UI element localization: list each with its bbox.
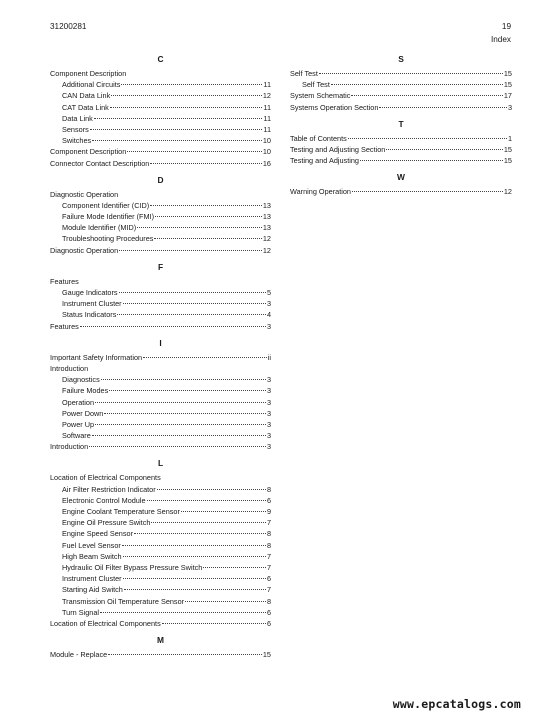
index-heading <box>50 363 271 374</box>
dot-leader <box>80 326 266 327</box>
index-entry[interactable] <box>290 133 512 144</box>
entry-page-number: 12 <box>262 91 271 101</box>
index-entry[interactable] <box>50 374 271 385</box>
section-title: Index <box>490 35 511 44</box>
entry-page-number: 9 <box>266 507 271 516</box>
section-letter: C <box>157 54 164 64</box>
index-heading <box>50 472 271 483</box>
entry-label: Component Description <box>50 69 127 78</box>
entry-label: Fuel Level Sensor <box>62 540 121 550</box>
dot-leader <box>155 216 262 217</box>
dot-leader <box>117 314 266 315</box>
entry-page-number: 15 <box>503 144 512 154</box>
index-entry[interactable] <box>290 79 512 90</box>
index-column-left <box>50 53 271 665</box>
index-entry[interactable] <box>50 551 271 562</box>
entry-page-number: 6 <box>266 607 271 617</box>
entry-label: Important Safety Information <box>50 352 143 362</box>
entry-label: Introduction <box>50 363 89 373</box>
dot-leader <box>348 138 507 139</box>
index-section-m <box>50 634 271 660</box>
index-section-c <box>50 53 271 169</box>
entry-label: Air Filter Restriction Indicator <box>62 484 156 494</box>
index-section-s <box>290 53 512 113</box>
dot-leader <box>100 612 266 613</box>
dot-leader <box>109 390 266 391</box>
entry-label: Table of Contents <box>290 133 347 143</box>
entry-page-number: 16 <box>262 158 271 168</box>
entry-page-number: 5 <box>266 288 271 297</box>
entry-label: CAT Data Link <box>62 102 109 112</box>
index-entry[interactable] <box>50 211 271 222</box>
dot-leader <box>147 500 266 501</box>
index-entry[interactable] <box>290 90 512 101</box>
dot-leader <box>379 107 507 108</box>
index-entry[interactable] <box>50 124 271 135</box>
index-entry[interactable] <box>50 506 271 517</box>
entry-label: Troubleshooting Procedures <box>62 234 154 244</box>
entry-page-number: 17 <box>503 91 512 101</box>
entry-page-number: 13 <box>262 200 271 210</box>
entry-label: Failure Mode Identifier (FMI) <box>62 212 155 222</box>
index-entry[interactable] <box>290 155 512 166</box>
entry-page-number: 11 <box>263 102 271 112</box>
entry-label: Failure Modes <box>62 386 109 396</box>
entry-label: Diagnostic Operation <box>50 245 119 255</box>
index-entry[interactable] <box>50 79 271 90</box>
entry-label: Switches <box>62 136 92 146</box>
index-entry[interactable] <box>50 102 271 113</box>
index-entry[interactable] <box>50 321 271 332</box>
entry-label: System Schematic <box>290 91 351 101</box>
dot-leader <box>386 149 503 150</box>
dot-leader <box>108 654 262 655</box>
entry-page-number: 7 <box>266 562 271 572</box>
entry-label: Component Description <box>50 147 127 157</box>
entry-label: Operation <box>62 397 95 407</box>
entry-page-number: 6 <box>266 574 271 584</box>
dot-leader <box>351 95 502 96</box>
entry-label: Data Link <box>62 113 93 123</box>
index-section-t <box>290 118 512 167</box>
entry-page-number: 1 <box>507 133 512 143</box>
dot-leader <box>122 545 266 546</box>
entry-page-number: 8 <box>266 540 271 550</box>
entry-label: Module Identifier (MID) <box>62 223 137 233</box>
entry-page-number: 8 <box>266 529 271 539</box>
dot-leader <box>92 435 266 436</box>
entry-label: Features <box>50 321 79 331</box>
dot-leader <box>111 95 262 96</box>
index-entry[interactable] <box>50 146 271 157</box>
dot-leader <box>360 160 503 161</box>
dot-leader <box>157 489 266 490</box>
index-entry[interactable] <box>50 233 271 244</box>
entry-label: Diagnostic Operation <box>50 189 119 199</box>
index-entry[interactable] <box>50 441 271 452</box>
index-entry[interactable] <box>50 222 271 233</box>
entry-label: Testing and Adjusting <box>290 156 359 166</box>
index-entry[interactable] <box>50 298 271 309</box>
index-entry[interactable] <box>290 144 512 155</box>
entry-label: Self Test <box>302 80 330 90</box>
entry-label: Component Identifier (CID) <box>62 200 150 210</box>
dot-leader <box>119 250 262 251</box>
entry-label: Gauge Indicators <box>62 288 118 297</box>
index-entry[interactable] <box>50 573 271 584</box>
entry-label: Systems Operation Section <box>290 102 379 112</box>
index-entry[interactable] <box>50 484 271 495</box>
entry-label: Introduction <box>50 442 89 452</box>
entry-label: Engine Speed Sensor <box>62 529 133 539</box>
dot-leader <box>143 357 267 358</box>
index-heading <box>50 189 271 200</box>
entry-label: Starting Aid Switch <box>62 585 123 595</box>
index-entry[interactable] <box>50 430 271 441</box>
index-column-right <box>290 53 512 203</box>
dot-leader <box>95 402 266 403</box>
entry-label: Power Down <box>62 408 104 418</box>
index-entry[interactable] <box>50 517 271 528</box>
entry-page-number: 3 <box>266 442 271 452</box>
entry-page-number: 3 <box>266 431 271 441</box>
section-letter: L <box>157 458 164 469</box>
entry-page-number: 11 <box>263 113 271 123</box>
dot-leader <box>110 107 263 108</box>
dot-leader <box>154 238 261 239</box>
entry-label: Features <box>50 276 79 286</box>
index-entry[interactable] <box>50 540 271 551</box>
entry-label: Warning Operation <box>290 187 351 197</box>
dot-leader <box>123 578 266 579</box>
section-letter: M <box>157 635 164 646</box>
entry-page-number: 12 <box>262 234 271 244</box>
entry-page-number: 6 <box>266 618 271 628</box>
entry-label: Engine Oil Pressure Switch <box>62 518 151 528</box>
index-entry[interactable] <box>50 287 271 298</box>
entry-label: Transmission Oil Temperature Sensor <box>62 596 185 606</box>
dot-leader <box>181 511 266 512</box>
dot-leader <box>121 84 262 85</box>
dot-leader <box>92 140 262 141</box>
entry-page-number: 11 <box>263 80 271 90</box>
entry-label: Connector Contact Description <box>50 158 150 168</box>
entry-page-number: 3 <box>266 386 271 396</box>
entry-label: Module - Replace <box>50 650 108 660</box>
dot-leader <box>119 292 266 293</box>
entry-page-number: 13 <box>262 223 271 233</box>
index-entry[interactable] <box>290 186 512 197</box>
index-section-d <box>50 174 271 256</box>
entry-label: Hydraulic Oil Filter Bypass Pressure Switch <box>62 562 203 572</box>
index-entry[interactable] <box>50 200 271 211</box>
entry-label: Sensors <box>62 124 89 134</box>
entry-page-number: 12 <box>262 245 271 255</box>
dot-leader <box>150 163 262 164</box>
index-heading <box>50 276 271 287</box>
dot-leader <box>90 129 263 130</box>
page-number: 19 <box>501 22 511 31</box>
dot-leader <box>203 567 266 568</box>
entry-label: Turn Signal <box>62 607 100 617</box>
index-entry[interactable] <box>50 528 271 539</box>
dot-leader <box>134 533 266 534</box>
index-section-w <box>290 171 512 197</box>
dot-leader <box>95 424 266 425</box>
index-entry[interactable] <box>50 158 271 169</box>
entry-label: CAN Data Link <box>62 91 111 101</box>
index-entry[interactable] <box>50 419 271 430</box>
entry-page-number: 7 <box>266 518 271 528</box>
index-entry[interactable] <box>50 385 271 396</box>
entry-label: Power Up <box>62 419 95 429</box>
index-entry[interactable] <box>50 618 271 629</box>
section-letter: D <box>157 174 164 185</box>
index-entry[interactable] <box>50 408 271 419</box>
section-letter: W <box>397 172 405 183</box>
dot-leader <box>89 446 266 447</box>
entry-page-number: ii <box>267 352 271 362</box>
dot-leader <box>101 379 266 380</box>
entry-label: Electronic Control Module <box>62 495 146 505</box>
section-letter: S <box>398 54 404 64</box>
index-section-f <box>50 261 271 332</box>
entry-page-number: 4 <box>266 310 271 320</box>
index-section-i <box>50 337 271 453</box>
entry-page-number: 3 <box>266 397 271 407</box>
entry-label: Software <box>62 431 91 441</box>
entry-label: Instrument Cluster <box>62 299 122 309</box>
dot-leader <box>150 205 262 206</box>
entry-page-number: 12 <box>503 187 512 197</box>
entry-page-number: 7 <box>266 585 271 595</box>
index-entry[interactable] <box>50 495 271 506</box>
entry-label: Location of Electrical Components <box>50 618 161 628</box>
entry-page-number: 6 <box>266 495 271 505</box>
index-entry[interactable] <box>290 102 512 113</box>
entry-label: Status Indicators <box>62 310 117 320</box>
entry-label: Diagnostics <box>62 375 100 385</box>
index-entry[interactable] <box>50 607 271 618</box>
entry-page-number: 3 <box>266 419 271 429</box>
index-entry[interactable] <box>50 596 271 607</box>
dot-leader <box>123 303 266 304</box>
entry-page-number: 8 <box>266 484 271 494</box>
entry-page-number: 3 <box>266 408 271 418</box>
entry-page-number: 10 <box>262 136 271 146</box>
section-letter: F <box>157 261 164 272</box>
index-entry[interactable] <box>50 309 271 320</box>
entry-page-number: 7 <box>266 551 271 561</box>
dot-leader <box>162 623 266 624</box>
entry-page-number: 15 <box>503 156 512 166</box>
index-entry[interactable] <box>50 397 271 408</box>
dot-leader <box>94 118 263 119</box>
index-heading <box>50 68 271 79</box>
entry-label: Instrument Cluster <box>62 574 122 584</box>
entry-page-number: 3 <box>266 375 271 385</box>
watermark-url: www.epcatalogs.com <box>392 697 521 711</box>
dot-leader <box>124 589 266 590</box>
dot-leader <box>104 413 266 414</box>
entry-label: Additional Circuits <box>62 80 121 90</box>
index-entry[interactable] <box>50 649 271 660</box>
dot-leader <box>319 73 503 74</box>
index-section-l <box>50 457 271 629</box>
entry-page-number: 11 <box>263 124 271 134</box>
dot-leader <box>123 556 266 557</box>
entry-label: High Beam Switch <box>62 551 122 561</box>
entry-page-number: 3 <box>266 321 271 331</box>
dot-leader <box>331 84 503 85</box>
entry-page-number: 3 <box>266 299 271 309</box>
entry-page-number: 10 <box>262 147 271 157</box>
entry-page-number: 13 <box>262 212 271 222</box>
dot-leader <box>185 601 266 602</box>
index-entry[interactable] <box>50 352 271 363</box>
entry-label: Testing and Adjusting Section <box>290 144 386 154</box>
entry-label: Location of Electrical Components <box>50 473 161 483</box>
entry-page-number: 8 <box>266 596 271 606</box>
index-entry[interactable] <box>50 584 271 595</box>
dot-leader <box>127 151 262 152</box>
section-letter: T <box>398 118 404 129</box>
index-entry[interactable] <box>290 68 512 79</box>
dot-leader <box>352 191 503 192</box>
section-letter: I <box>159 337 162 348</box>
entry-page-number: 3 <box>507 102 512 112</box>
index-entry[interactable] <box>50 562 271 573</box>
entry-label: Self Test <box>290 69 318 78</box>
entry-page-number: 15 <box>503 69 512 78</box>
entry-page-number: 15 <box>262 650 271 660</box>
index-entry[interactable] <box>50 135 271 146</box>
dot-leader <box>151 522 266 523</box>
index-entry[interactable] <box>50 90 271 101</box>
entry-page-number: 15 <box>503 80 512 90</box>
index-entry[interactable] <box>50 113 271 124</box>
document-id: 31200281 <box>50 22 87 31</box>
entry-label: Engine Coolant Temperature Sensor <box>62 507 180 516</box>
dot-leader <box>137 227 262 228</box>
index-entry[interactable] <box>50 245 271 256</box>
